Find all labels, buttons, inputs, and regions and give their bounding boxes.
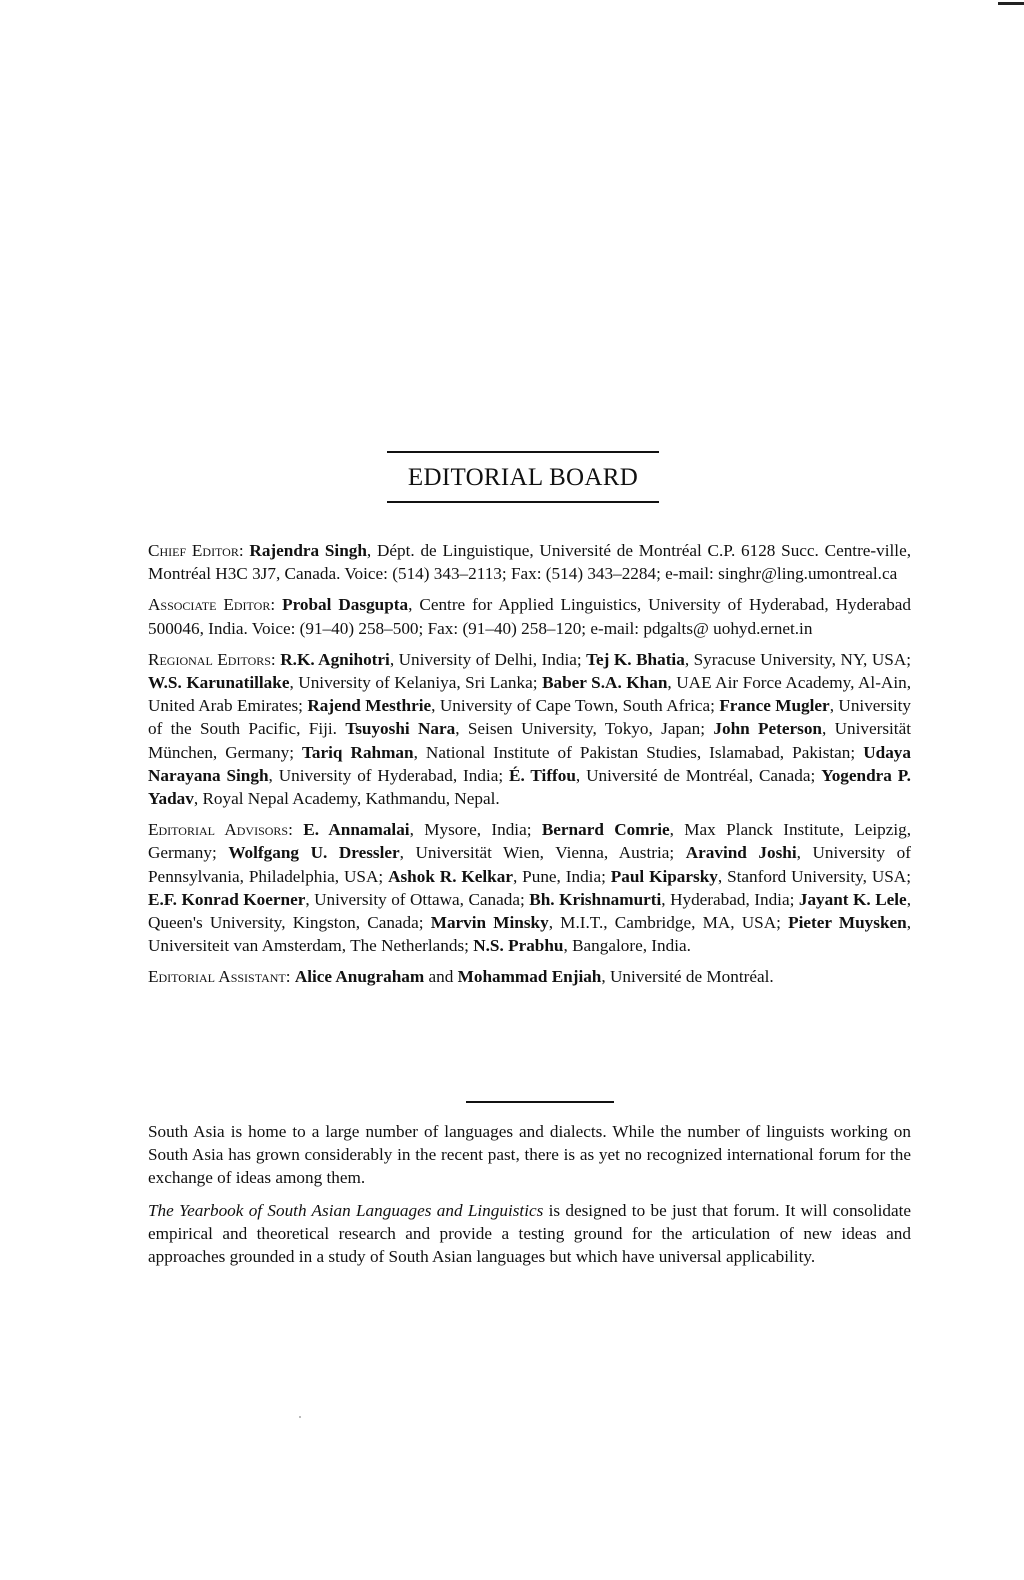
- editorial-advisors-label: Editorial Advisors:: [148, 820, 293, 840]
- assistant-joiner: and: [424, 967, 458, 987]
- regional-name: Rajend Mesthrie: [307, 696, 432, 716]
- associate-editor-entry: [148, 593, 911, 639]
- advisors-name: N.S. Prabhu: [473, 936, 564, 956]
- regional-affiliation: , National Institute of Pakistan Studies, Islamabad, Pakistan;: [413, 742, 864, 762]
- advisors-affiliation: , Universiteit van Amsterdam, The Netherlands;: [148, 913, 911, 956]
- about-paragraph-2-text: is designed to be just that forum. It will consolidate empirical and theoretical research and provide a testing ground for the articulation of new ideas and approaches grounded in a study of South Asian languages but which have universal applicability.: [148, 1200, 911, 1267]
- editorial-board-list: [148, 539, 911, 997]
- advisors-name: Ashok R. Kelkar: [388, 866, 513, 886]
- yearbook-title: The Yearbook of South Asian Languages and Linguistics: [148, 1200, 544, 1220]
- regional-name: W.S. Karunatillake: [148, 673, 290, 693]
- advisors-name: Pieter Muysken: [788, 913, 907, 933]
- scan-speck: [299, 1416, 301, 1418]
- editorial-advisors-list: [148, 820, 911, 955]
- associate-editor-name: Probal Dasgupta: [282, 595, 409, 615]
- assistant-details: , Université de Montréal.: [601, 967, 774, 987]
- regional-affiliation: , Syracuse University, NY, USA;: [684, 649, 912, 669]
- regional-affiliation: , University of Hyderabad, India;: [268, 765, 510, 785]
- advisors-name: Jayant K. Lele: [798, 889, 907, 909]
- page-title: EDITORIAL BOARD: [407, 464, 639, 491]
- regional-affiliation: , University of the South Pacific, Fiji.: [148, 696, 911, 739]
- advisors-affiliation: , Queen's University, Kingston, Canada;: [148, 889, 911, 933]
- assistant-name-1: Alice Anugraham: [294, 967, 425, 987]
- regional-name: John Peterson: [713, 719, 822, 739]
- about-section: [148, 1120, 911, 1277]
- advisors-name: Marvin Minsky: [430, 913, 549, 933]
- regional-name: Tariq Rahman: [302, 742, 414, 762]
- regional-affiliation: , Universität München, Germany;: [148, 719, 911, 762]
- regional-name: R.K. Agnihotri: [280, 649, 390, 669]
- regional-affiliation: , Seisen University, Tokyo, Japan;: [455, 719, 714, 739]
- advisors-name: E.F. Konrad Koerner: [148, 889, 306, 909]
- advisors-name: Aravind Joshi: [685, 843, 797, 863]
- section-divider: [466, 1101, 614, 1103]
- associate-editor-details: , Centre for Applied Linguistics, University of Hyderabad, Hyderabad 500046, India. Voice: (91–40) 258–500; Fax: (91–40) 258–120; e-mail: pdgalts@ uohyd.ernet.in: [148, 595, 912, 638]
- advisors-name: Bh. Krishnamurti: [529, 889, 662, 909]
- regional-name: Yogendra P. Yadav: [148, 765, 911, 809]
- advisors-name: Wolfgang U. Dressler: [228, 843, 400, 863]
- advisors-affiliation: , University of Pennsylvania, Philadelphia, USA;: [148, 843, 911, 886]
- regional-name: Baber S.A. Khan: [542, 673, 668, 693]
- editorial-assistant-entry: [148, 965, 911, 988]
- editorial-advisors-entry: [148, 818, 911, 957]
- advisors-name: Paul Kiparsky: [610, 866, 718, 886]
- regional-name: Tsuyoshi Nara: [345, 719, 456, 739]
- regional-editors-list: [148, 650, 911, 808]
- regional-affiliation: , Royal Nepal Academy, Kathmandu, Nepal.: [193, 789, 500, 809]
- about-paragraph-1: South Asia is home to a large number of languages and dialects. While the number of linguists working on South Asia has grown considerably in the recent past, there is as yet no recognized international forum for the exchange of ideas among them.: [148, 1122, 911, 1188]
- associate-editor-label: Associate Editor:: [148, 595, 276, 615]
- regional-editors-label: Regional Editors:: [148, 649, 276, 669]
- regional-name: France Mugler: [719, 696, 830, 716]
- advisors-affiliation: , M.I.T., Cambridge, MA, USA;: [548, 913, 789, 933]
- about-paragraph-2: [148, 1199, 911, 1269]
- advisors-affiliation: , Max Planck Institute, Leipzig, Germany;: [148, 820, 912, 863]
- advisors-affiliation: , Mysore, India;: [409, 820, 542, 840]
- regional-affiliation: , University of Delhi, India;: [389, 649, 587, 669]
- advisors-name: Bernard Comrie: [541, 820, 670, 840]
- chief-editor-entry: [148, 539, 911, 585]
- page-edge-mark: [998, 2, 1024, 5]
- regional-name: Tej K. Bhatia: [586, 649, 685, 669]
- advisors-affiliation: , University of Ottawa, Canada;: [305, 889, 530, 909]
- advisors-affiliation: , Stanford University, USA;: [717, 866, 911, 886]
- regional-affiliation: , University of Cape Town, South Africa;: [431, 696, 720, 716]
- chief-editor-name: Rajendra Singh: [249, 541, 367, 560]
- regional-affiliation: , UAE Air Force Academy, Al-Ain, United Arab Emirates;: [148, 673, 911, 716]
- regional-name: Udaya Narayana Singh: [148, 742, 911, 785]
- advisors-name: E. Annamalai: [303, 820, 410, 840]
- advisors-affiliation: , Universität Wien, Vienna, Austria;: [399, 843, 686, 863]
- advisors-affiliation: , Pune, India;: [512, 866, 611, 886]
- regional-affiliation: , Université de Montréal, Canada;: [575, 765, 822, 785]
- regional-editors-entry: [148, 648, 911, 810]
- editorial-assistant-label: Editorial Assistant:: [148, 967, 291, 987]
- advisors-affiliation: , Hyderabad, India;: [661, 889, 799, 909]
- regional-affiliation: , University of Kelaniya, Sri Lanka;: [289, 673, 543, 693]
- title-rule-bottom: [387, 501, 659, 503]
- chief-editor-details: , Dépt. de Linguistique, Université de Montréal C.P. 6128 Succ. Centre-ville, Montréal H3C 3J7, Canada. Voice: (514) 343–2113; Fax: (514) 343–2284; e-mail: singhr@ling.umontreal.ca: [148, 541, 912, 584]
- chief-editor-label: Chief Editor:: [148, 541, 244, 560]
- title-block: [387, 451, 659, 503]
- assistant-name-2: Mohammad Enjiah: [457, 967, 602, 987]
- advisors-affiliation: , Bangalore, India.: [563, 936, 691, 956]
- regional-name: É. Tiffou: [509, 765, 576, 785]
